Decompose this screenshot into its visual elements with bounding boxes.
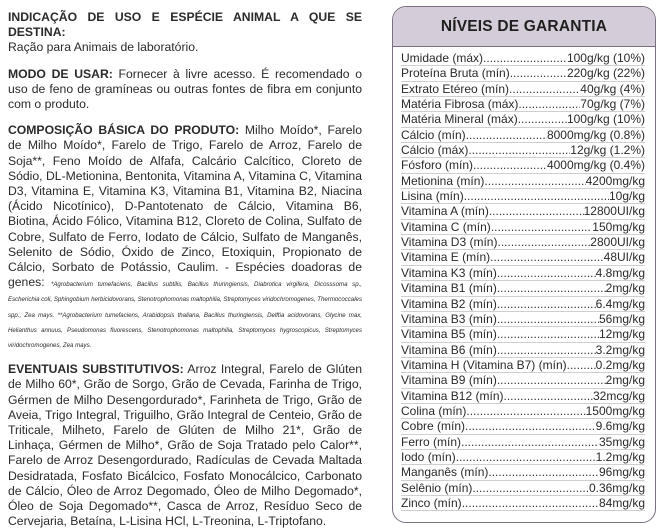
nutrient-value: 70g/kg (7%) bbox=[580, 97, 645, 112]
nutrient-row bbox=[401, 496, 645, 511]
nutrient-value: 1.2mg/kg bbox=[595, 449, 645, 464]
nutrient-value: 12mg/kg bbox=[598, 327, 645, 342]
modo-text: Fornecer à livre acesso. É recomendado o uso de feno de gramíneas ou outras fontes de fibra em conjunto com o produto. bbox=[8, 66, 363, 112]
nutrient-value: 4200mg/kg bbox=[585, 173, 645, 188]
dot-leader bbox=[497, 327, 599, 341]
indicacao-text: Ração para Animais de laboratório. bbox=[8, 40, 199, 55]
nutrient-row bbox=[401, 112, 645, 127]
dot-leader bbox=[466, 128, 547, 142]
dot-leader bbox=[461, 435, 599, 449]
nutrient-row bbox=[401, 66, 645, 81]
nutrient-name: Matéria Fibrosa (máx) bbox=[401, 97, 519, 112]
nutrient-value: 10g/kg bbox=[608, 189, 645, 204]
nutrient-name: Vitamina B12 (mín) bbox=[401, 388, 504, 403]
nutrient-row bbox=[401, 204, 645, 219]
nutrient-row bbox=[401, 358, 645, 373]
nutrient-name: Vitamina B3 (mín) bbox=[401, 311, 497, 326]
niveis-de-garantia-panel bbox=[392, 6, 656, 523]
composicao-title: COMPOSIÇÃO BÁSICA DO PRODUTO: bbox=[8, 123, 240, 138]
nutrient-value: 100g/kg (10%) bbox=[566, 51, 645, 65]
nutrient-value: 0.2mg/kg bbox=[595, 357, 645, 372]
nutrient-row bbox=[401, 250, 645, 265]
nutrient-name: Vitamina B5 (mín) bbox=[401, 327, 497, 342]
nutrient-name: Selênio (mín) bbox=[401, 480, 473, 495]
dot-leader bbox=[490, 250, 604, 264]
nutrient-name: Vitamina B9 (mín) bbox=[401, 373, 497, 388]
nutrient-row bbox=[401, 297, 645, 312]
nutrient-name: Vitamina A (mín) bbox=[401, 204, 489, 219]
dot-leader bbox=[497, 235, 590, 249]
niveis-table bbox=[393, 47, 655, 511]
nutrient-name: Vitamina E (mín) bbox=[401, 250, 491, 265]
dot-leader bbox=[491, 220, 592, 234]
nutrient-name: Manganês (mín) bbox=[401, 465, 489, 480]
composicao-text: Milho Moído*, Farelo de Milho Moído*, Farelo de Trigo, Farelo de Arroz, Farelo de Soja**, Feno Moído de Alfafa, Calcário Calcítico, Cloreto de Sódio, DL-Metionina, Bentonita, Vitamina A, Vitamina C, Vitamina D3, Vitamina E, Vitamina K3, Vitamina B1, Vitamina B2, Niacina (Ácido Nicotínico), D-Pantotenato de Cálcio, Vitamina B6, Biotina, Ácido Fólico, Vitamina B12, Cloreto de Colina, Sulfato de Cobre, Sulfato de Ferro, Iodato de Cálcio, Sulfato de Manganês, Selenito de Sódio, Óxido de Zinco, Etoxiquin, Propionato de Cálcio, Sorbato de Potássio, Caulim. - Espécies doadoras de genes: bbox=[8, 123, 362, 290]
dot-leader bbox=[518, 97, 580, 111]
nutrient-row bbox=[401, 465, 645, 480]
nutrient-row bbox=[401, 312, 645, 327]
nutrient-value: 150mg/kg bbox=[592, 219, 645, 234]
nutrient-value: 100g/kg (10%) bbox=[566, 112, 645, 127]
nutrient-row bbox=[401, 235, 645, 250]
nutrient-name: Vitamina C (mín) bbox=[401, 219, 491, 234]
nutrient-row bbox=[401, 419, 645, 434]
nutrient-value: 56mg/kg bbox=[598, 311, 645, 326]
nutrient-value: 84mg/kg bbox=[598, 495, 645, 510]
nutrient-row bbox=[401, 97, 645, 112]
nutrient-value: 4000mg/kg (0.4%) bbox=[546, 158, 645, 173]
dot-leader bbox=[497, 343, 596, 357]
dot-leader bbox=[468, 143, 570, 157]
dot-leader bbox=[465, 419, 596, 433]
section-composicao bbox=[8, 123, 362, 351]
nutrient-value: 35mg/kg bbox=[598, 434, 645, 449]
nutrient-row bbox=[401, 143, 645, 158]
nutrient-value: 1500mg/kg bbox=[585, 403, 645, 418]
section-modo-de-usar bbox=[8, 67, 362, 113]
nutrient-name: Iodo (mín) bbox=[401, 449, 456, 464]
nutrient-value: 4.8mg/kg bbox=[595, 265, 645, 280]
nutrient-value: 6.4mg/kg bbox=[595, 296, 645, 311]
eventuais-title: EVENTUAIS SUBSTITUTIVOS: bbox=[8, 362, 184, 377]
dot-leader bbox=[497, 297, 596, 311]
nutrient-row bbox=[401, 266, 645, 281]
nutrient-value: 32mcg/kg bbox=[592, 388, 645, 403]
nutrient-row bbox=[401, 389, 645, 404]
nutrient-row bbox=[401, 281, 645, 296]
nutrient-row bbox=[401, 327, 645, 342]
nutrient-name: Proteína Bruta (mín) bbox=[401, 66, 510, 81]
nutrient-value: 9.6mg/kg bbox=[595, 419, 645, 434]
nutrient-name: Vitamina H (Vitamina B7) (mín) bbox=[401, 357, 567, 372]
nutrient-value: 48UI/kg bbox=[603, 250, 645, 265]
dot-leader bbox=[497, 281, 606, 295]
nutrient-row bbox=[401, 82, 645, 97]
nutrient-name: Colina (mín) bbox=[401, 403, 467, 418]
nutrient-name: Matéria Mineral (máx) bbox=[401, 112, 518, 127]
nutrient-row bbox=[401, 373, 645, 388]
dot-leader bbox=[497, 266, 596, 280]
modo-title: MODO DE USAR: bbox=[8, 66, 113, 81]
nutrient-row bbox=[401, 158, 645, 173]
nutrient-value: 2mg/kg bbox=[605, 373, 645, 388]
eventuais-text: Arroz Integral, Farelo de Glúten de Milho 60*, Grão de Sorgo, Grão de Cevada, Farinha de Trigo, Gérmen de Milho Desengordurado*, Farinheta de Trigo, Grão de Aveia, Trigo Integral, Triguilho, Grão Integral de Centeio, Grão de Triticale, Milheto, Farelo de Glúten de Milho 21*, Grão de Linhaça, Gérmen de Milho*, Grão de Soja Tratado pelo Calor**, Farelo de Arroz Desengordurado, Radículas de Cevada Maltada Desidratada, Fosfato Bicálcico, Fosfato Monocálcico, Carbonato de Cálcio, Óleo de Arroz Degomado, Óleo de Milho Degomado*, Óleo de Soja Degomado**, Casca de Arroz, Resíduo Seco de Cervejaria, Betaína, L-Lisina HCl, L-Treonina, L-Triptofano. bbox=[8, 362, 363, 529]
nutrient-value: 2mg/kg bbox=[605, 281, 645, 296]
nutrient-row bbox=[401, 450, 645, 465]
dot-leader bbox=[509, 82, 580, 96]
nutrient-row bbox=[401, 404, 645, 419]
nutrient-value: 12g/kg (1.2%) bbox=[570, 143, 645, 158]
nutrient-row bbox=[401, 343, 645, 358]
nutrient-name: Lisina (mín) bbox=[401, 189, 464, 204]
nutrient-value: 2800UI/kg bbox=[590, 235, 645, 250]
nutrient-row bbox=[401, 220, 645, 235]
nutrient-name: Vitamina B1 (mín) bbox=[401, 281, 497, 296]
indicacao-title: INDICAÇÃO DE USO E ESPÉCIE ANIMAL A QUE SE DESTINA: bbox=[8, 10, 362, 40]
nutrient-value: 0.36mg/kg bbox=[588, 480, 645, 495]
dot-leader bbox=[464, 189, 609, 203]
dot-leader bbox=[510, 66, 567, 80]
dot-leader bbox=[567, 358, 596, 372]
nutrient-name: Vitamina B2 (mín) bbox=[401, 296, 497, 311]
section-indicacao bbox=[8, 10, 362, 56]
dot-leader bbox=[466, 404, 585, 418]
dot-leader bbox=[497, 373, 606, 387]
nutrient-name: Zinco (mín) bbox=[401, 495, 462, 510]
nutrient-name: Vitamina D3 (mín) bbox=[401, 235, 498, 250]
nutrient-name: Cálcio (máx) bbox=[401, 143, 469, 158]
nutrient-value: 96mg/kg bbox=[598, 465, 645, 480]
nutrient-name: Cálcio (mín) bbox=[401, 127, 466, 142]
dot-leader bbox=[488, 465, 599, 479]
nutrient-name: Extrato Etéreo (mín) bbox=[401, 81, 510, 96]
dot-leader bbox=[462, 496, 599, 510]
dot-leader bbox=[518, 112, 567, 126]
dot-leader bbox=[473, 158, 547, 172]
nutrient-value: 8000mg/kg (0.8%) bbox=[546, 127, 645, 142]
product-description bbox=[8, 10, 362, 529]
nutrient-name: Vitamina K3 (mín) bbox=[401, 265, 497, 280]
dot-leader bbox=[484, 174, 585, 188]
nutrient-name: Cobre (mín) bbox=[401, 419, 466, 434]
dot-leader bbox=[504, 389, 593, 403]
nutrient-value: 40g/kg (4%) bbox=[580, 81, 645, 96]
dot-leader bbox=[489, 204, 584, 218]
nutrient-row bbox=[401, 128, 645, 143]
nutrient-value: 12800UI/kg bbox=[583, 204, 645, 219]
niveis-title: NÍVEIS DE GARANTIA bbox=[393, 7, 655, 47]
composicao-genes: *Agrobacterium tumefaciens, Bacillus subtilis, Bacillus thuringiensis, Diabrotica virgifera, Dicosssoma sp., Escherichia coli, Sphingobium herbicidovorans, Stenotrophomonas maltophilia, Streptomyces viridochromogenes, Thermococcales spp., Zea mays. **Agrobacterium tumefaciens, Arabidopsis thaliana, Bacillus thuringiensis, Delftia acidovorans, Glycine max, Helianthus annuus, Pseudomonas fluorescens, Stenotrophomonas maltophilia, Streptomyces hygroscopicus, Streptomyces viridochromogenes, Zea mays. bbox=[8, 281, 362, 350]
dot-leader bbox=[456, 450, 596, 464]
dot-leader bbox=[472, 481, 589, 495]
nutrient-name: Ferro (mín) bbox=[401, 434, 461, 449]
dot-leader bbox=[483, 51, 567, 65]
nutrient-row bbox=[401, 51, 645, 66]
nutrient-value: 220g/kg (22%) bbox=[566, 66, 645, 81]
nutrient-name: Metionina (mín) bbox=[401, 173, 485, 188]
nutrient-row bbox=[401, 174, 645, 189]
nutrient-value: 3.2mg/kg bbox=[595, 342, 645, 357]
section-eventuais bbox=[8, 362, 362, 529]
nutrient-name: Vitamina B6 (mín) bbox=[401, 342, 497, 357]
nutrient-row bbox=[401, 189, 645, 204]
dot-leader bbox=[497, 312, 599, 326]
nutrient-name: Fósforo (mín) bbox=[401, 158, 474, 173]
nutrient-row bbox=[401, 435, 645, 450]
nutrient-row bbox=[401, 481, 645, 496]
nutrient-name: Umidade (máx) bbox=[401, 51, 484, 65]
